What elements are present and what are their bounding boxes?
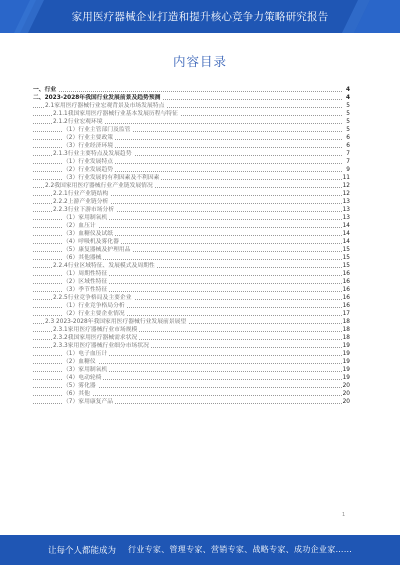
toc-entry-title: 2.1.2行业宏观环境	[53, 119, 103, 125]
footer-banner	[0, 535, 400, 565]
toc-entry-page: 9	[346, 167, 350, 173]
toc-entry-title: （1）行业竞争格局分析	[63, 303, 125, 309]
toc-entry-title: （1）家用制氧机	[63, 215, 108, 221]
toc-entry[interactable]	[33, 350, 350, 358]
toc-entry-title: 2.1.3行业主要特点及发展趋势	[53, 151, 132, 157]
report-title: 家用医疗器械企业打造和提升核心竞争力策略研究报告	[71, 11, 329, 23]
toc-entry[interactable]	[33, 182, 350, 190]
toc-entry[interactable]	[33, 390, 350, 398]
toc-entry[interactable]	[33, 134, 350, 142]
toc-entry-page: 18	[342, 335, 350, 341]
toc-entry-page: 6	[346, 143, 350, 149]
toc-entry[interactable]	[33, 94, 350, 102]
toc-entry-page: 19	[342, 367, 350, 373]
toc-entry[interactable]	[33, 102, 350, 110]
toc-entry[interactable]	[33, 262, 350, 270]
toc-entry-title: 2.2.3行业下游市场分析	[53, 207, 115, 213]
toc-entry-title: 二、2023-2028年我国行业发展前景及趋势预测	[33, 95, 161, 101]
toc-entry-title: （3）行业经济环境	[63, 143, 114, 149]
toc-entry-page: 12	[342, 191, 350, 197]
toc-entry[interactable]	[33, 342, 350, 350]
toc-entry-page: 15	[342, 247, 350, 253]
toc-entry-title: 2.2.5行业竞争格局及主要企业	[53, 295, 132, 301]
toc-entry-page: 19	[342, 375, 350, 381]
toc-entry[interactable]	[33, 366, 350, 374]
toc-entry-page: 5	[346, 103, 350, 109]
toc-entry-page: 16	[342, 295, 350, 301]
toc-entry-title: 2.2.2上游产业链分析	[53, 199, 109, 205]
toc-entry[interactable]	[33, 318, 350, 326]
toc-entry-title: （3）血糖仪及试纸	[63, 231, 114, 237]
toc-heading: 内容目录	[172, 54, 227, 69]
header-banner	[0, 0, 400, 33]
toc-entry-page: 20	[342, 391, 350, 397]
toc-entry-page: 19	[342, 351, 350, 357]
toc-entry[interactable]	[33, 142, 350, 150]
toc-entry-title: （2）血压计	[63, 223, 96, 229]
toc-entry-page: 17	[342, 311, 350, 317]
toc-entry[interactable]	[33, 86, 350, 94]
toc-entry-title: 2.3.1家用医疗器械行业市场规模	[53, 327, 138, 333]
toc-entry-page: 16	[342, 279, 350, 285]
toc-entry[interactable]	[33, 398, 350, 406]
toc-entry-title: 2.2.1行业产业链结构	[53, 191, 109, 197]
toc-entry-page: 6	[346, 135, 350, 141]
toc-entry[interactable]	[33, 310, 350, 318]
toc-entry-page: 12	[342, 183, 350, 189]
toc-entry-page: 4	[345, 87, 350, 93]
toc-entry-title: （5）康复器械及护理用品	[63, 247, 131, 253]
toc-entry-page: 18	[342, 319, 350, 325]
toc-entry[interactable]	[33, 374, 350, 382]
toc-entry-title: （2）行业主要企业情况	[63, 311, 125, 317]
toc-entry[interactable]	[33, 158, 350, 166]
toc-entry-title: （1）周期性特征	[63, 271, 108, 277]
page-number: 1	[342, 512, 346, 518]
toc-entry-page: 15	[342, 255, 350, 261]
toc-entry-title: 2.2.4行业区域特征、发展模式及周期性	[53, 263, 155, 269]
toc-entry-title: （3）季节性特征	[63, 287, 108, 293]
toc-entry[interactable]	[33, 270, 350, 278]
toc-entry[interactable]	[33, 198, 350, 206]
toc-entry[interactable]	[33, 150, 350, 158]
toc-entry-page: 14	[342, 223, 350, 229]
toc-entry[interactable]	[33, 382, 350, 390]
toc-entry-page: 20	[342, 399, 350, 405]
toc-entry-title: （5）雾化器	[63, 383, 96, 389]
toc-entry-title: 2.3 2023-2028年我国家用医疗器械行业发展前景展望	[45, 319, 187, 325]
toc-entry-page: 14	[342, 231, 350, 237]
toc-entry-page: 5	[346, 127, 350, 133]
toc-entry-page: 19	[342, 343, 350, 349]
toc-entry-title: 2.3.2我国家用医疗器械需求状况	[53, 335, 138, 341]
toc-entry-title: （2）血糖仪	[63, 359, 96, 365]
toc-entry[interactable]	[33, 230, 350, 238]
toc-entry[interactable]	[33, 294, 350, 302]
toc-entry-title: （2）行业主要政策	[63, 135, 114, 141]
toc-entry[interactable]	[33, 334, 350, 342]
toc-entry-page: 13	[342, 215, 350, 221]
toc-entry-title: 2.2我国家用医疗器械行业产业链发展情况	[45, 183, 153, 189]
toc-entry-title: （2）行业发展趋势	[63, 167, 114, 173]
toc-entry[interactable]	[33, 286, 350, 294]
toc-entry-title: （6）其他	[63, 391, 90, 397]
toc-entry[interactable]	[33, 126, 350, 134]
toc-entry[interactable]	[33, 206, 350, 214]
toc-entry-title: （2）区域性特征	[63, 279, 108, 285]
toc-entry[interactable]	[33, 278, 350, 286]
toc-entry-page: 16	[342, 287, 350, 293]
toc-entry[interactable]	[33, 110, 350, 118]
toc-entry[interactable]	[33, 254, 350, 262]
toc-entry[interactable]	[33, 358, 350, 366]
toc-entry-page: 13	[342, 199, 350, 205]
toc-entry-title: （1）行业发展特点	[63, 159, 114, 165]
toc-entry-title: （1）行业主管部门及监管	[63, 127, 131, 133]
toc-entry-page: 5	[346, 111, 350, 117]
toc-entry[interactable]	[33, 118, 350, 126]
toc-entry-title: （4）电动轮椅	[63, 375, 102, 381]
toc-entry-title: （1）电子血压计	[63, 351, 108, 357]
toc-entry-page: 14	[342, 239, 350, 245]
toc-entry-page: 16	[342, 303, 350, 309]
toc-entry[interactable]	[33, 222, 350, 230]
toc-entry-page: 15	[342, 263, 350, 269]
toc-entry[interactable]	[33, 214, 350, 222]
toc-entry[interactable]	[33, 302, 350, 310]
toc-entry[interactable]	[33, 174, 350, 182]
toc-entry[interactable]	[33, 238, 350, 246]
toc-entry[interactable]	[33, 246, 350, 254]
footer-slogan: 让每个人都能成为	[48, 546, 117, 556]
toc-entry-title: （6）其他器械	[63, 255, 102, 261]
toc-entry-page: 16	[342, 271, 350, 277]
toc-entry-title: （3）行业发展的有利因素及不利因素	[63, 175, 160, 181]
toc-entry-title: 2.1.1我国家用医疗器械行业基本发展历程与特征	[53, 111, 178, 117]
toc-entry-page: 11	[342, 175, 350, 181]
toc-leader-dots	[33, 91, 342, 92]
toc-entry-page: 18	[342, 327, 350, 333]
toc-entry-page: 7	[346, 151, 350, 157]
toc-entry[interactable]	[33, 166, 350, 174]
toc-entry[interactable]	[33, 190, 350, 198]
toc-entry-page: 7	[346, 159, 350, 165]
table-of-contents	[33, 86, 350, 406]
toc-entry-page: 20	[342, 383, 350, 389]
toc-entry-title: （4）呼吸机及雾化器	[63, 239, 119, 245]
toc-entry-page: 19	[342, 359, 350, 365]
footer-tagline: 行业专家、管理专家、营销专家、战略专家、成功企业家……	[128, 545, 353, 554]
toc-entry-title: （7）家用康复产品	[63, 399, 114, 405]
toc-entry-title: 2.3.3家用医疗器械行业细分市场状况	[53, 343, 149, 349]
toc-entry-page: 5	[346, 119, 350, 125]
toc-entry[interactable]	[33, 326, 350, 334]
toc-entry-title: 一、行业	[33, 87, 57, 93]
toc-entry-page: 4	[345, 95, 350, 101]
toc-entry-title: 2.1家用医疗器械行业宏观背景及市场发展特点	[45, 103, 165, 109]
toc-entry-title: （3）家用制氧机	[63, 367, 108, 373]
toc-entry-page: 13	[342, 207, 350, 213]
